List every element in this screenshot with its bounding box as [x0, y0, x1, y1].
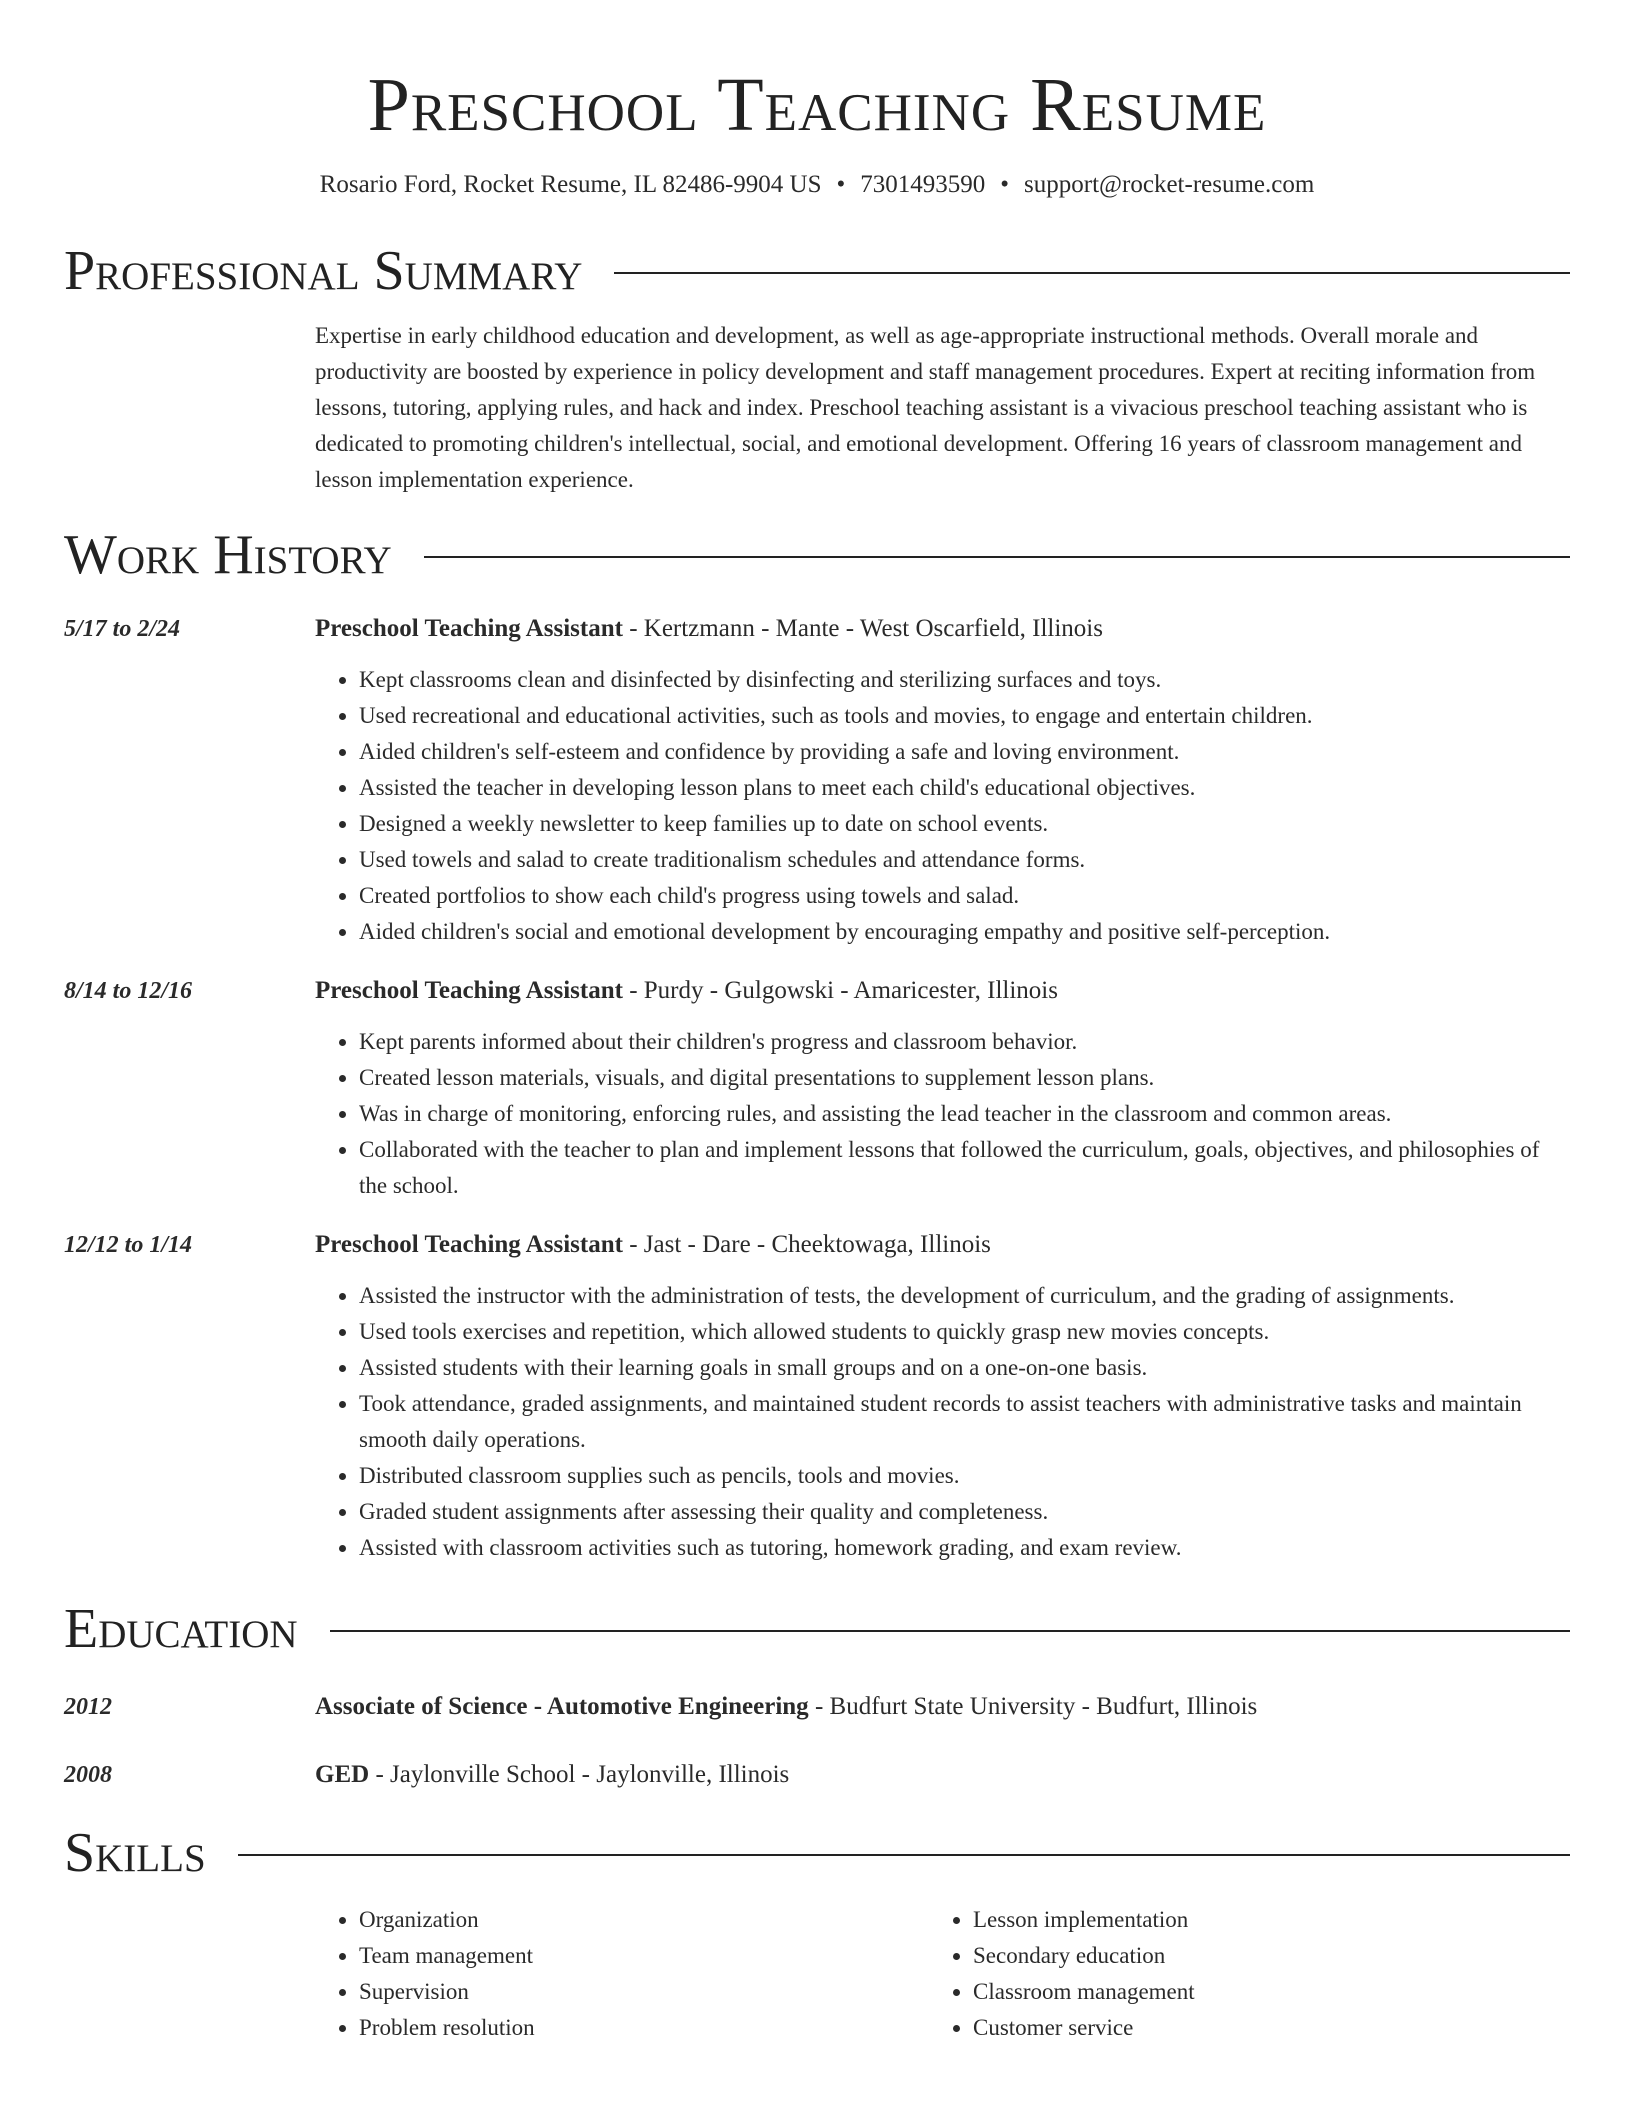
- skills-list-right: [929, 1902, 1195, 2046]
- education-heading: [315, 1690, 1570, 1724]
- work-heading: [315, 1228, 1570, 1262]
- job-duty-item: • Aided children's self-esteem and confidence by providing a safe and loving environment.: [359, 734, 1570, 770]
- degree-name: GED: [315, 1761, 370, 1788]
- skill-item: • Lesson implementation: [973, 1902, 1195, 1938]
- job-duty-item: • Kept classrooms clean and disinfected by disinfecting and sterilizing surfaces and toys.: [359, 662, 1570, 698]
- school-location: - Budfurt State University - Budfurt, Illinois: [808, 1693, 1258, 1720]
- section-title-work-history: Work History: [64, 524, 392, 586]
- job-duty-item: • Assisted the instructor with the administration of tests, the development of curriculum, and the grading of assignments.: [359, 1278, 1570, 1314]
- education-entry-body: [315, 1690, 1570, 1724]
- work-heading: [315, 974, 1570, 1008]
- skills-list-left: [315, 1902, 929, 2046]
- section-divider: [424, 556, 1570, 558]
- degree-name: Associate of Science - Automotive Engineering: [315, 1693, 809, 1720]
- job-duty-item: • Was in charge of monitoring, enforcing rules, and assisting the lead teacher in the classroom and common areas.: [359, 1096, 1570, 1132]
- section-title-education: Education: [64, 1598, 298, 1660]
- job-employer-location: - Purdy - Gulgowski - Amaricester, Illinois: [622, 977, 1058, 1004]
- work-dates: 12/12 to 1/14: [64, 1232, 193, 1258]
- job-duty-item: • Graded student assignments after assessing their quality and completeness.: [359, 1494, 1570, 1530]
- contact-separator: •: [1000, 171, 1010, 198]
- job-employer-location: - Jast - Dare - Cheektowaga, Illinois: [622, 1231, 991, 1258]
- job-title: Preschool Teaching Assistant: [315, 977, 623, 1004]
- job-duty-item: • Aided children's social and emotional development by encouraging empathy and positive self-perception.: [359, 914, 1570, 950]
- work-entry-body: [315, 1228, 1570, 1566]
- education-entry: [64, 1690, 1570, 1724]
- resume-page: [64, 0, 1570, 2046]
- job-duty-item: • Distributed classroom supplies such as pencils, tools and movies.: [359, 1458, 1570, 1494]
- skill-item: • Team management: [359, 1938, 929, 1974]
- job-duties-list: [315, 662, 1570, 950]
- job-duty-item: • Assisted with classroom activities such as tutoring, homework grading, and exam review.: [359, 1530, 1570, 1566]
- job-duty-item: • Used tools exercises and repetition, which allowed students to quickly grasp new movies concepts.: [359, 1314, 1570, 1350]
- skill-item: • Classroom management: [973, 1974, 1195, 2010]
- job-duty-item: • Used recreational and educational activities, such as tools and movies, to engage and entertain children.: [359, 698, 1570, 734]
- job-duty-item: • Collaborated with the teacher to plan and implement lessons that followed the curriculum, goals, objectives, and philosophies of the school.: [359, 1132, 1570, 1204]
- work-heading: [315, 612, 1570, 646]
- education-heading: [315, 1758, 1570, 1792]
- work-entry-body: [315, 612, 1570, 950]
- job-employer-location: - Kertzmann - Mante - West Oscarfield, Illinois: [622, 615, 1103, 642]
- work-entry: [64, 1228, 1570, 1566]
- section-divider: [330, 1630, 1570, 1632]
- job-duty-item: • Used towels and salad to create traditionalism schedules and attendance forms.: [359, 842, 1570, 878]
- job-duty-item: • Assisted the teacher in developing lesson plans to meet each child's educational objectives.: [359, 770, 1570, 806]
- job-duties-list: [315, 1278, 1570, 1566]
- work-dates: 5/17 to 2/24: [64, 616, 181, 642]
- skill-item: • Organization: [359, 1902, 929, 1938]
- section-divider: [614, 272, 1570, 274]
- section-title-skills: Skills: [64, 1822, 206, 1884]
- job-duties-list: [315, 1024, 1570, 1204]
- education-list: [64, 1690, 1570, 1792]
- job-title: Preschool Teaching Assistant: [315, 1231, 623, 1258]
- section-header-work-history: [64, 520, 1570, 590]
- resume-title: Preschool Teaching Resume: [367, 63, 1267, 147]
- contact-address: Rosario Ford, Rocket Resume, IL 82486-9904 US: [319, 171, 822, 198]
- contact-separator: •: [836, 171, 846, 198]
- section-header-skills: [64, 1818, 1570, 1888]
- job-duty-item: • Created lesson materials, visuals, and digital presentations to supplement lesson plans.: [359, 1060, 1570, 1096]
- education-entry: [64, 1758, 1570, 1792]
- section-header-education: [64, 1594, 1570, 1664]
- skill-item: • Secondary education: [973, 1938, 1195, 1974]
- job-duty-item: • Assisted students with their learning goals in small groups and on a one-on-one basis.: [359, 1350, 1570, 1386]
- education-entry-body: [315, 1758, 1570, 1792]
- contact-phone: 7301493590: [860, 171, 986, 198]
- education-year: 2008: [64, 1762, 112, 1788]
- contact-email: support@rocket-resume.com: [1024, 171, 1315, 198]
- skills-columns: [315, 1902, 1570, 2046]
- section-divider: [238, 1854, 1570, 1856]
- work-entry: [64, 612, 1570, 950]
- section-header-summary: [64, 236, 1570, 306]
- work-entry: [64, 974, 1570, 1204]
- work-dates: 8/14 to 12/16: [64, 978, 193, 1004]
- skill-item: • Supervision: [359, 1974, 929, 2010]
- section-title-summary: Professional Summary: [64, 240, 583, 302]
- work-entry-body: [315, 974, 1570, 1204]
- job-duty-item: • Took attendance, graded assignments, and maintained student records to assist teachers with administrative tasks and maintain smooth daily operations.: [359, 1386, 1570, 1458]
- job-duty-item: • Created portfolios to show each child's progress using towels and salad.: [359, 878, 1570, 914]
- education-year: 2012: [64, 1694, 112, 1720]
- work-history-list: [64, 612, 1570, 1566]
- job-title: Preschool Teaching Assistant: [315, 615, 623, 642]
- summary-text: Expertise in early childhood education and development, as well as age-appropriate instructional methods. Overall morale and productivity are boosted by experience in policy development and staff management procedures. Expert at reciting information from lessons, tutoring, applying rules, and hack and index. Preschool teaching assistant is a vivacious preschool teaching assistant who is dedicated to promoting children's intellectual, social, and emotional development. Offering 16 years of classroom management and lesson implementation experience.: [315, 323, 1536, 492]
- job-duty-item: • Kept parents informed about their children's progress and classroom behavior.: [359, 1024, 1570, 1060]
- job-duty-item: • Designed a weekly newsletter to keep families up to date on school events.: [359, 806, 1570, 842]
- skill-item: • Customer service: [973, 2010, 1195, 2046]
- school-location: - Jaylonville School - Jaylonville, Illinois: [369, 1761, 790, 1788]
- skill-item: • Problem resolution: [359, 2010, 929, 2046]
- contact-line: [64, 168, 1570, 202]
